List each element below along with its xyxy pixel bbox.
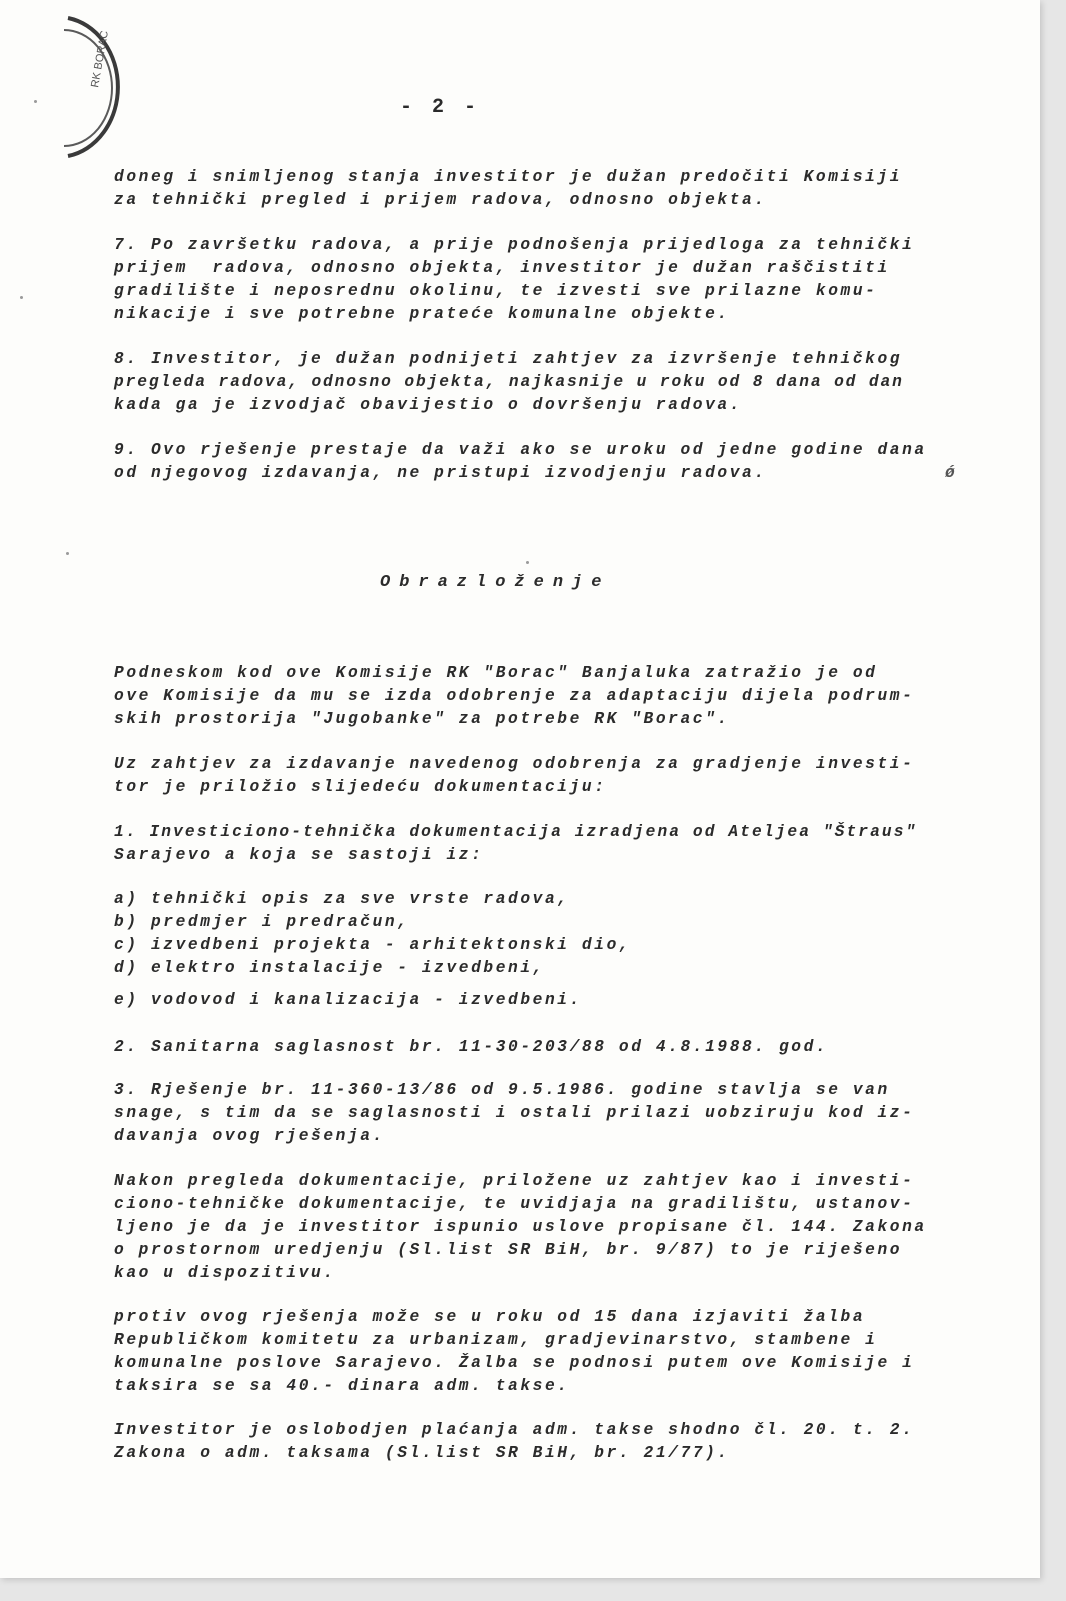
text-line: od njegovog izdavanja, ne pristupi izvodjenju radova. bbox=[114, 464, 767, 482]
text-line: Republičkom komitetu za urbanizam, gradjevinarstvo, stambene i bbox=[114, 1331, 878, 1349]
text-line: tor je priložio slijedeću dokumentaciju: bbox=[114, 778, 607, 796]
text-line: pregleda radova, odnosno objekta, najkasnije u roku od 8 dana od dan bbox=[114, 373, 904, 391]
scan-speck bbox=[34, 100, 37, 103]
text-line: 1. Investiciono-tehnička dokumentacija izradjena od Ateljea "Štraus" bbox=[114, 823, 918, 841]
text-line: 3. Rješenje br. 11-360-13/86 od 9.5.1986. godine stavlja se van bbox=[114, 1081, 890, 1099]
text-line: Investitor je oslobodjen plaćanja adm. takse shodno čl. 20. t. 2. bbox=[114, 1421, 915, 1439]
text-line: taksira se sa 40.- dinara adm. takse. bbox=[114, 1377, 570, 1395]
list-item: a) tehnički opis za sve vrste radova, bbox=[114, 890, 570, 908]
text-line: Zakona o adm. taksama (Sl.list SR BiH, br. 21/77). bbox=[114, 1444, 730, 1462]
text-line: 7. Po završetku radova, a prije podnošenja prijedloga za tehnički bbox=[114, 236, 915, 254]
svg-text:RK BORAC: RK BORAC bbox=[89, 29, 111, 89]
list-item: b) predmjer i predračun, bbox=[114, 913, 410, 931]
text-line: 2. Sanitarna saglasnost br. 11-30-203/88 od 4.8.1988. god. bbox=[114, 1038, 829, 1056]
text-line: protiv ovog rješenja može se u roku od 15 dana izjaviti žalba bbox=[114, 1308, 866, 1326]
text-line: Sarajevo a koja se sastoji iz: bbox=[114, 846, 484, 864]
text-line: skih prostorija "Jugobanke" za potrebe RK "Borac". bbox=[114, 710, 730, 728]
text-line: za tehnički pregled i prijem radova, odnosno objekta. bbox=[114, 191, 767, 209]
text-line: kao u dispozitivu. bbox=[114, 1264, 336, 1282]
text-line: kada ga je izvodjač obavijestio o dovršenju radova. bbox=[114, 396, 743, 414]
text-line: o prostornom uredjenju (Sl.list SR BiH, br. 9/87) to je riješeno bbox=[114, 1241, 903, 1259]
text-line: davanja ovog rješenja. bbox=[114, 1127, 385, 1145]
text-line: 9. Ovo rješenje prestaje da važi ako se uroku od jedne godine dana bbox=[114, 441, 927, 459]
scan-speck bbox=[66, 552, 69, 555]
page-number: - 2 - bbox=[400, 96, 481, 119]
text-line: nikacije i sve potrebne prateće komunalne objekte. bbox=[114, 305, 730, 323]
text-line: komunalne poslove Sarajevo. Žalba se podnosi putem ove Komisije i bbox=[114, 1354, 915, 1372]
text-line: Podneskom kod ove Komisije RK "Borac" Banjaluka zatražio je od bbox=[114, 664, 878, 682]
text-line: doneg i snimljenog stanja investitor je dužan predočiti Komisiji bbox=[114, 168, 903, 186]
text-line: Uz zahtjev za izdavanje navedenog odobrenja za gradjenje investi- bbox=[114, 755, 915, 773]
text-line: 8. Investitor, je dužan podnijeti zahtjev za izvršenje tehničkog bbox=[114, 350, 903, 368]
text-line: Nakon pregleda dokumentacije, priložene uz zahtjev kao i investi- bbox=[114, 1172, 915, 1190]
list-item: c) izvedbeni projekta - arhitektonski dio, bbox=[114, 936, 632, 954]
list-item: e) vodovod i kanalizacija - izvedbeni. bbox=[114, 991, 582, 1009]
text-line: gradilište i neposrednu okolinu, te izvesti sve prilazne komu- bbox=[114, 282, 878, 300]
text-line: ciono-tehničke dokumentacije, te uvidjaja na gradilištu, ustanov- bbox=[114, 1195, 915, 1213]
section-heading: Obrazloženje bbox=[380, 573, 611, 592]
stamp-seal-icon bbox=[58, 8, 140, 158]
scan-speck bbox=[526, 561, 529, 564]
list-item: d) elektro instalacije - izvedbeni, bbox=[114, 959, 545, 977]
text-line: snage, s tim da se saglasnosti i ostali prilazi uobziruju kod iz- bbox=[114, 1104, 915, 1122]
text-line: prijem radova, odnosno objekta, investitor je dužan raščistiti bbox=[114, 259, 890, 277]
text-line: ljeno je da je investitor ispunio uslove propisane čl. 144. Zakona bbox=[114, 1218, 927, 1236]
scan-speck bbox=[20, 296, 23, 299]
text-line: ove Komisije da mu se izda odobrenje za adaptaciju dijela podrum- bbox=[114, 687, 915, 705]
margin-mark: ǿ bbox=[945, 464, 958, 482]
